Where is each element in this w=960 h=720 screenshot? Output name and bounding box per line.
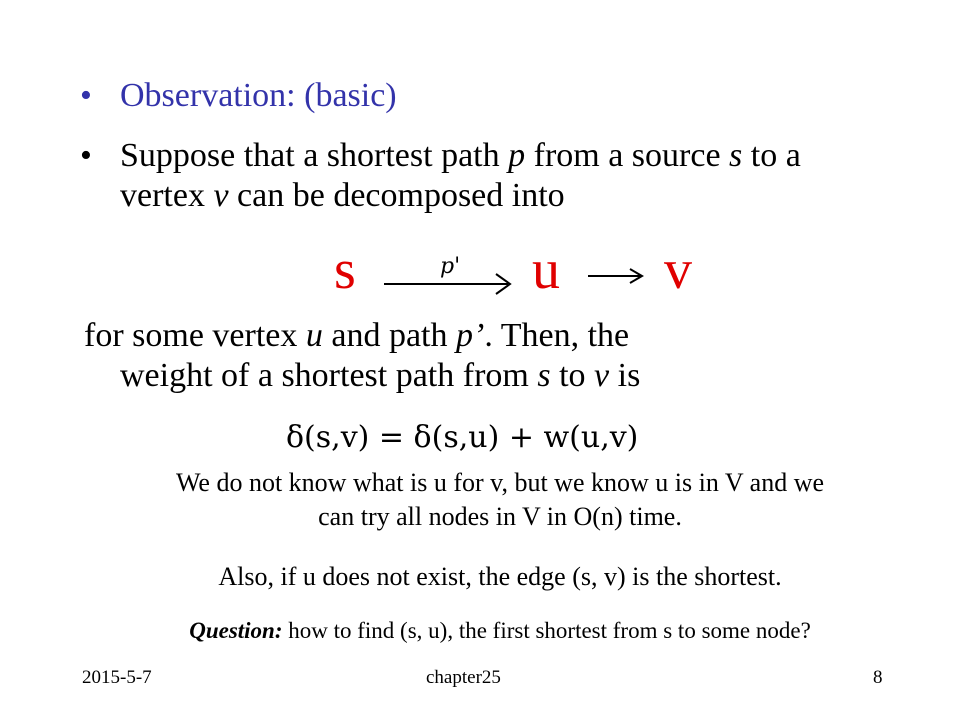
- note-try-all-nodes: We do not know what is u for v, but we know u is in V and we can try all nodes in V in O(n) time.: [175, 468, 825, 531]
- note-edge-shortest: Also, if u does not exist, the edge (s, v) is the shortest.: [218, 562, 782, 591]
- bullet-dot: •: [80, 137, 92, 174]
- suppose-line1: Suppose that a shortest path p from a source s to a: [120, 137, 801, 174]
- vertex-s: s: [334, 239, 356, 301]
- path-p-prime-label: p': [440, 254, 461, 279]
- question-text: Question: how to find (s, u), the first shortest from s to some node?: [189, 618, 811, 643]
- para-line1: for some vertex u and path p’. Then, the: [84, 317, 630, 354]
- footer-chapter: chapter25: [426, 667, 501, 688]
- footer-page-number: 8: [873, 667, 883, 688]
- path-decomposition: [330, 240, 730, 310]
- vertex-v: v: [664, 239, 692, 301]
- shortest-path-formula: δ(s,v) = δ(s,u) + w(u,v): [286, 420, 639, 455]
- observation-text: Observation: (basic): [120, 77, 397, 114]
- question-label: Question:: [189, 618, 283, 643]
- bullet-dot: •: [80, 77, 92, 114]
- vertex-u: u: [532, 239, 560, 301]
- footer-date: 2015-5-7: [82, 667, 152, 688]
- para-line2: weight of a shortest path from s to v is: [120, 357, 641, 394]
- weight-paragraph: [84, 316, 640, 396]
- suppose-line2: vertex v can be decomposed into: [120, 177, 565, 214]
